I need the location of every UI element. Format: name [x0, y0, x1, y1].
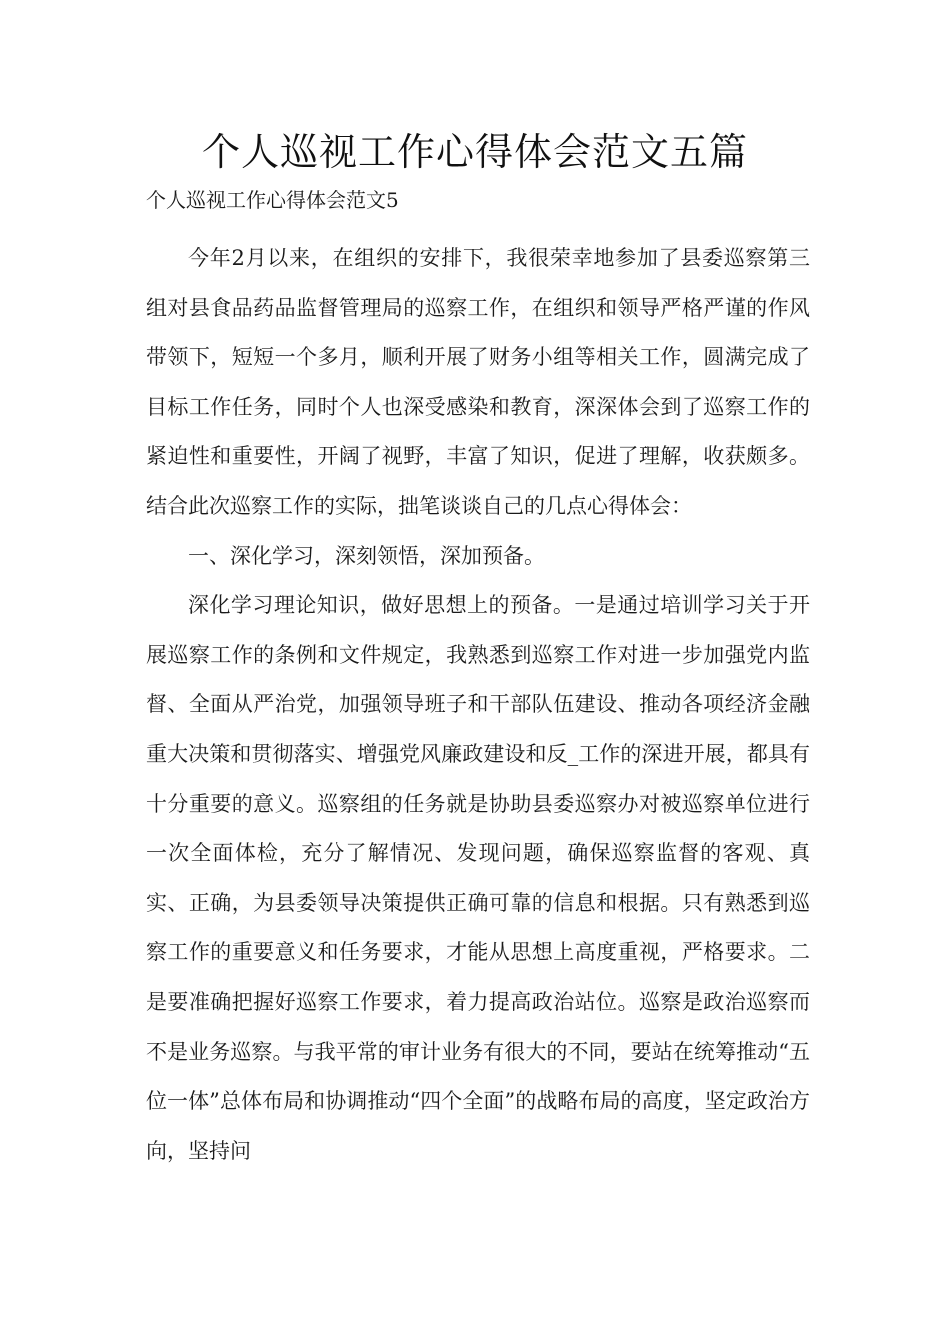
document-subtitle: 个人巡视工作心得体会范文5 — [146, 188, 399, 212]
section-heading-1: 一、深化学习，深刻领悟，深加预备。 — [188, 543, 545, 568]
document-title: 个人巡视工作心得体会范文五篇 — [201, 130, 748, 174]
paragraph-study: 深化学习理论知识，做好思想上的预备。一是通过培训学习关于开展巡察工作的条例和文件规定，我熟悉到巡察工作对进一步加强党内监督、全面从严治党，加强领导班子和干部队伍建设、推动各项经济金融重大决策和贯彻落实、增强党风廉政建设和反_工作的深进开展，都具有十分重要的意义。巡察组的任务就是协助县委巡察办对被巡察单位进行一次全面体检，充分了解情况、发现问题，确保巡察监督的客观、真实、正确，为县委领导决策提供正确可靠的信息和根据。只有熟悉到巡察工作的重要意义和任务要求，才能从思想上高度重视，严格要求。二是要准确把握好巡察工作要求，着力提高政治站位。巡察是政治巡察而不是业务巡察。与我平常的审计业务有很大的不同，要站在统筹推动“五位一体”总体布局和协调推动“四个全面”的战略布局的高度，坚定政治方向，坚持问 — [146, 593, 810, 1163]
document-body — [146, 234, 810, 1176]
paragraph-intro: 今年2月以来，在组织的安排下，我很荣幸地参加了县委巡察第三组对县食品药品监督管理局的巡察工作，在组织和领导严格严谨的作风带领下，短短一个多月，顺利开展了财务小组等相关工作，圆满完成了目标工作任务，同时个人也深受感染和教育，深深体会到了巡察工作的紧迫性和重要性，开阔了视野，丰富了知识，促进了理解，收获颇多。结合此次巡察工作的实际，拙笔谈谈自己的几点心得体会： — [146, 246, 810, 518]
